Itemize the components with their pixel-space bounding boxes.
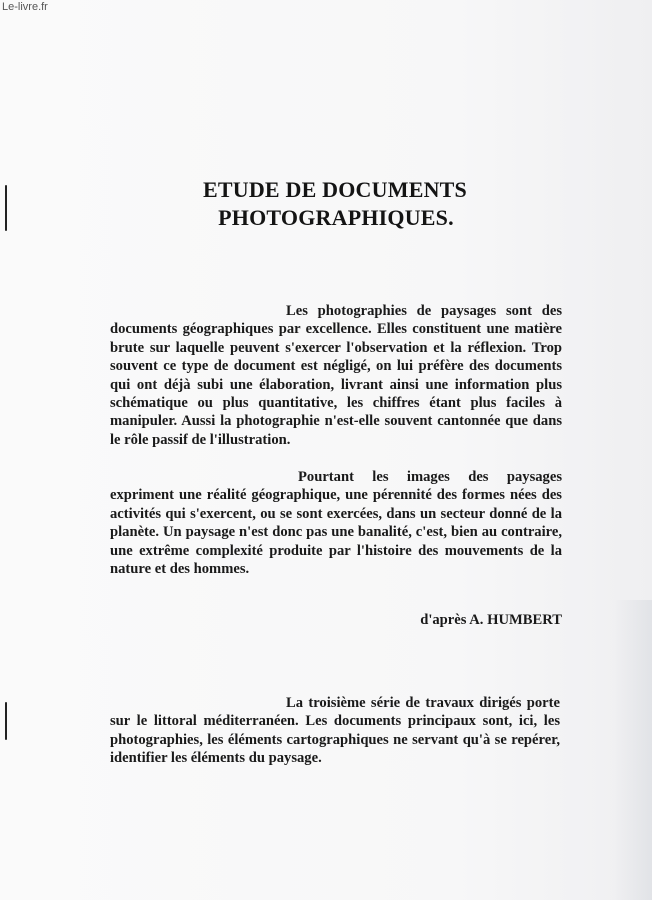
intro-paragraph [110,302,562,449]
paragraph-text: Les photographies de paysages sont des documents géographiques par excellence. Elles constituent une matière brute sur laquelle peuvent s'exercer l'observation et la réflexion. Trop souvent ce type de document est négligé, on lui préfère des documents qui ont déjà subi une élaboration, livrant ainsi une information plus schématique ou plus quantitative, les chiffres étant plus faciles à manipuler. Aussi la photographie n'est-elle souvent cantonnée que dans le rôle passif de l'illustration. [110,303,562,448]
page-title [0,176,652,232]
title-line-1: ETUDE DE DOCUMENTS [203,177,467,202]
watermark: Le-livre.fr [2,1,48,13]
paragraph-text: La troisième série de travaux dirigés porte sur le littoral méditerranéen. Les documents principaux sont, ici, les photographies, les éléments cartographiques ne servant qu'à se repérer, identifier les éléments du paysage. [110,695,560,767]
title-line-2: PHOTOGRAPHIQUES. [218,205,454,230]
page-edge-shadow [612,600,652,900]
attribution: d'après A. HUMBERT [420,612,562,628]
paragraph-text: Pourtant les images des paysages expriment une réalité géographique, une pérennité des formes nées des activités qui s'exercent, ou se sont exercées, dans un secteur donné de la planète. Un paysage n'est donc pas une banalité, c'est, bien au contraire, une extrême complexité produite par l'histoire des mouvements de la nature et des hommes. [110,469,562,578]
binding-mark [5,702,7,740]
second-paragraph [110,468,562,578]
closing-paragraph [110,694,560,768]
